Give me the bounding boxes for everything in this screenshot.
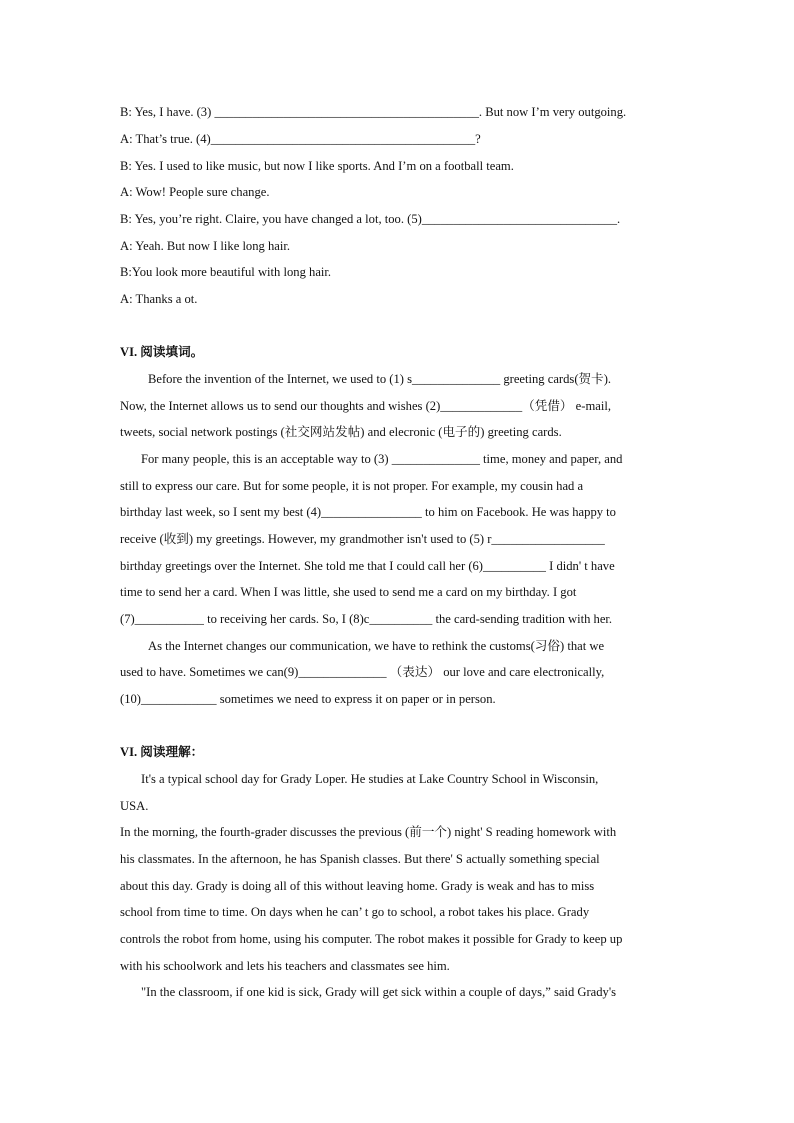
reading-line: his classmates. In the afternoon, he has Spanish classes. But there' S actually something special — [120, 852, 600, 866]
cloze-line: still to express our care. But for some people, it is not proper. For example, my cousin had a — [120, 479, 584, 493]
reading-line: controls the robot from home, using his computer. The robot makes it possible for Grady to keep up — [120, 932, 623, 946]
cloze-line: receive (收到) my greetings. However, my grandmother isn't used to (5) r__________________ — [120, 532, 605, 546]
dialogue-line: A: Yeah. But now I like long hair. — [120, 239, 291, 253]
cloze-line: time to send her a card. When I was little, she used to send me a card on my birthday. I got — [120, 585, 577, 599]
cloze-line: (7)___________ to receiving her cards. So, I (8)c__________ the card-sending tradition with her. — [120, 612, 613, 626]
reading-line: about this day. Grady is doing all of this without leaving home. Grady is weak and has to miss — [120, 879, 595, 893]
dialogue-line: B: Yes. I used to like music, but now I like sports. And I’m on a football team. — [120, 159, 514, 173]
section-heading-cloze: VI. 阅读填词。 — [120, 345, 204, 359]
dialogue-line: B: Yes, I have. (3) __________________________________________. But now I’m very outgoing. — [120, 105, 627, 119]
reading-line: It's a typical school day for Grady Loper. He studies at Lake Country School in Wisconsin, — [141, 772, 599, 786]
reading-line: USA. — [120, 799, 149, 813]
section-heading-reading: VI. 阅读理解： — [120, 745, 204, 759]
cloze-line: birthday greetings over the Internet. She told me that I could call her (6)__________ I didn' t have — [120, 559, 615, 573]
cloze-line: (10)____________ sometimes we need to express it on paper or in person. — [120, 692, 496, 706]
dialogue-line: B:You look more beautiful with long hair. — [120, 265, 332, 279]
cloze-line: As the Internet changes our communication, we have to rethink the customs(习俗) that we — [148, 639, 605, 653]
cloze-line: For many people, this is an acceptable way to (3) ______________ time, money and paper, and — [141, 452, 623, 466]
dialogue-line: B: Yes, you’re right. Claire, you have changed a lot, too. (5)_______________________________. — [120, 212, 621, 226]
cloze-line: birthday last week, so I sent my best (4)________________ to him on Facebook. He was happy to — [120, 505, 616, 519]
reading-line: In the morning, the fourth-grader discusses the previous (前一个) night' S reading homework with — [120, 825, 617, 839]
dialogue-line: A: Thanks a ot. — [120, 292, 198, 306]
reading-line: "In the classroom, if one kid is sick, Grady will get sick within a couple of days,” said Grady's — [141, 985, 617, 999]
reading-line: with his schoolwork and lets his teachers and classmates see him. — [120, 959, 450, 973]
cloze-line: tweets, social network postings (社交网站发帖) and elecronic (电子的) greeting cards. — [120, 425, 562, 439]
cloze-line: Before the invention of the Internet, we used to (1) s______________ greeting cards(贺卡). — [148, 372, 612, 386]
cloze-line: Now, the Internet allows us to send our thoughts and wishes (2)_____________（凭借） e-mail, — [120, 399, 611, 413]
dialogue-line: A: That’s true. (4)__________________________________________? — [120, 132, 481, 146]
dialogue-line: A: Wow! People sure change. — [120, 185, 270, 199]
reading-line: school from time to time. On days when he can’ t go to school, a robot takes his place. Grady — [120, 905, 590, 919]
cloze-line: used to have. Sometimes we can(9)______________ （表达） our love and care electronically, — [120, 665, 605, 679]
